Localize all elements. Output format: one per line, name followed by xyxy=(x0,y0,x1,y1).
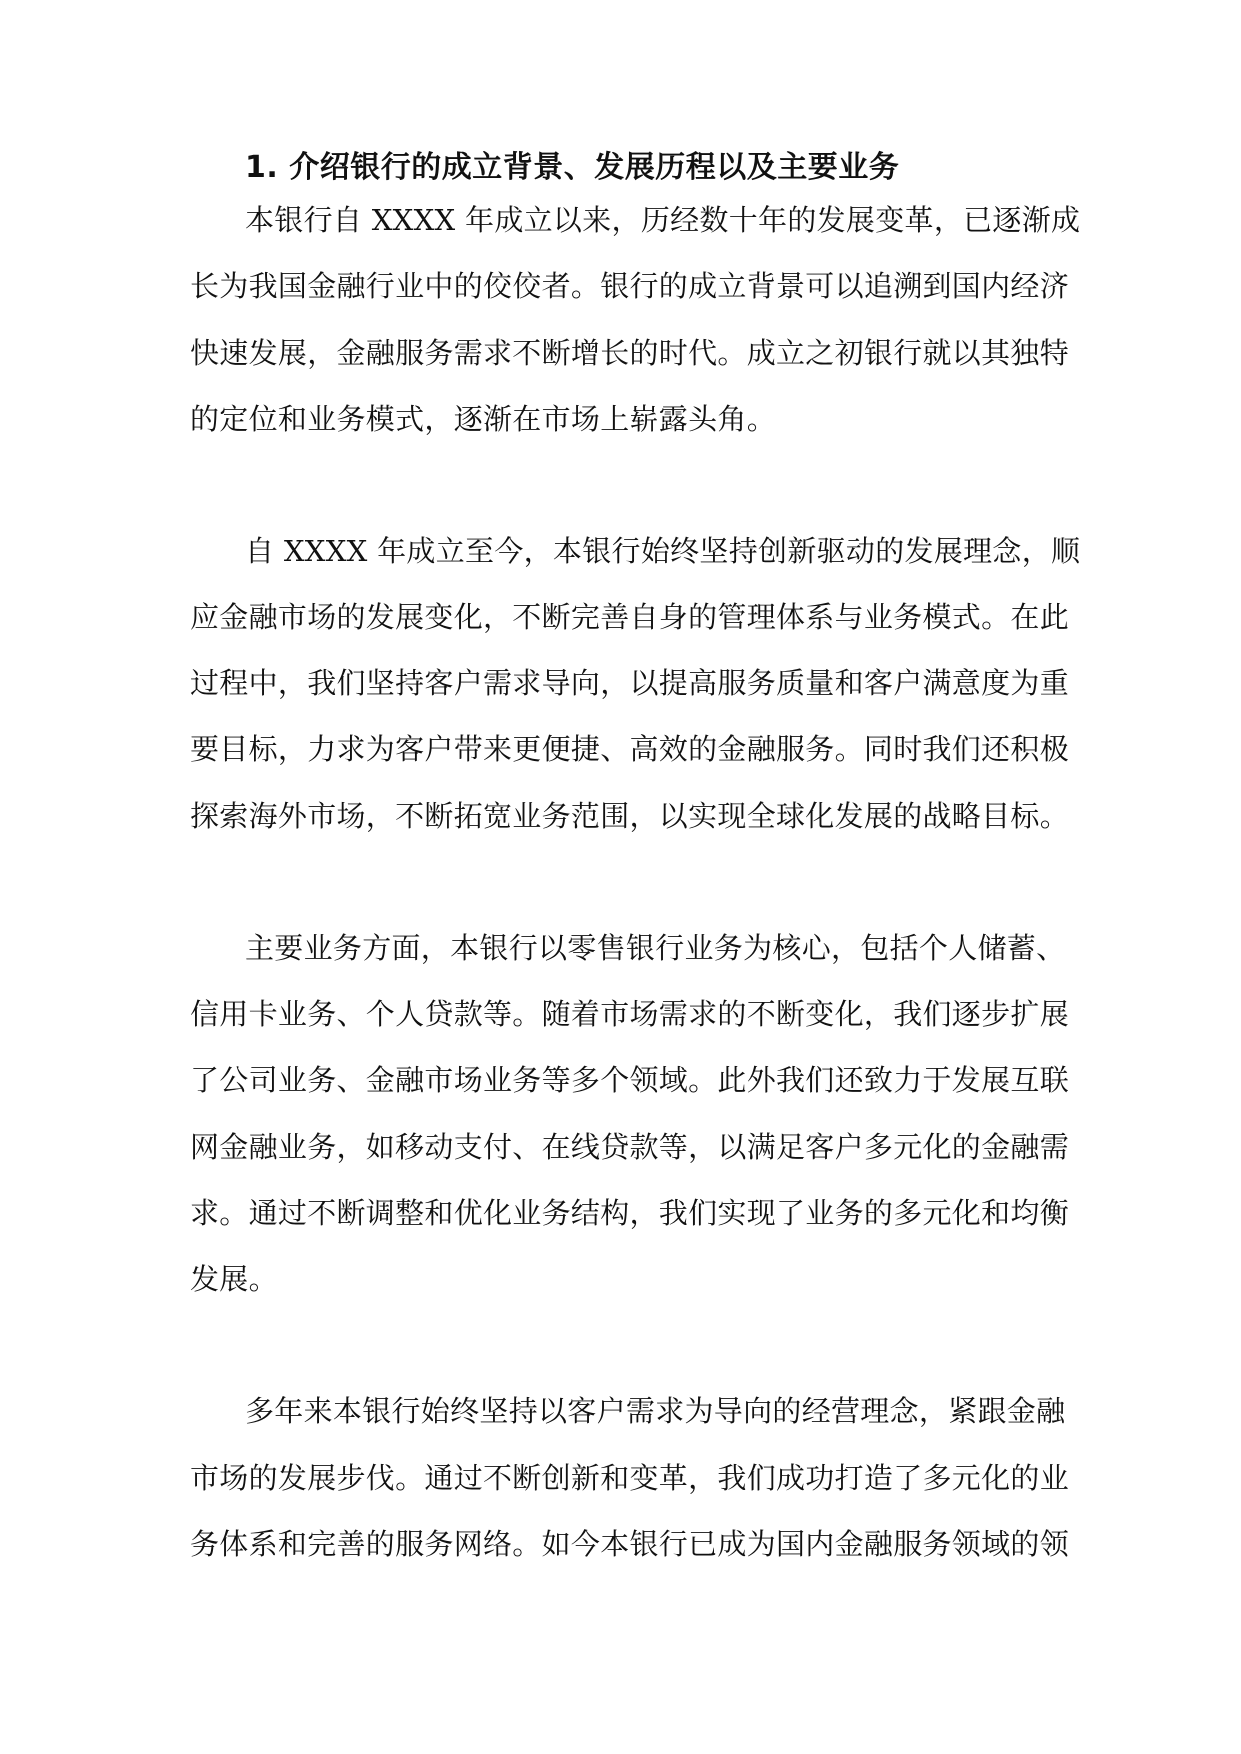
paragraph-3-line-2: 信用卡业务、个人贷款等。随着市场需求的不断变化，我们逐步扩展 xyxy=(190,997,1070,1031)
paragraph-3-line-4: 网金融业务，如移动支付、在线贷款等，以满足客户多元化的金融需 xyxy=(190,1130,1070,1164)
paragraph-1-line-1: 本银行自 XXXX 年成立以来，历经数十年的发展变革，已逐渐成 xyxy=(245,203,1081,237)
paragraph-4-line-3: 务体系和完善的服务网络。如今本银行已成为国内金融服务领域的领 xyxy=(190,1527,1070,1561)
paragraph-4-line-2: 市场的发展步伐。通过不断创新和变革，我们成功打造了多元化的业 xyxy=(190,1461,1070,1495)
paragraph-3-line-1: 主要业务方面，本银行以零售银行业务为核心，包括个人储蓄、 xyxy=(245,931,1066,965)
paragraph-1-line-2: 长为我国金融行业中的佼佼者。银行的成立背景可以追溯到国内经济 xyxy=(190,269,1070,303)
paragraph-2-line-4: 要目标，力求为客户带来更便捷、高效的金融服务。同时我们还积极 xyxy=(190,732,1070,766)
paragraph-3-line-5: 求。通过不断调整和优化业务结构，我们实现了业务的多元化和均衡 xyxy=(190,1196,1070,1230)
paragraph-2-line-5: 探索海外市场，不断拓宽业务范围，以实现全球化发展的战略目标。 xyxy=(190,799,1070,833)
paragraph-2-line-2: 应金融市场的发展变化，不断完善自身的管理体系与业务模式。在此 xyxy=(190,600,1070,634)
paragraph-4-line-1: 多年来本银行始终坚持以客户需求为导向的经营理念，紧跟金融 xyxy=(245,1394,1066,1428)
paragraph-1-line-3: 快速发展，金融服务需求不断增长的时代。成立之初银行就以其独特 xyxy=(190,336,1070,370)
paragraph-1-line-4: 的定位和业务模式，逐渐在市场上崭露头角。 xyxy=(190,402,777,436)
paragraph-3-line-3: 了公司业务、金融市场业务等多个领域。此外我们还致力于发展互联 xyxy=(190,1063,1070,1097)
paragraph-2-line-3: 过程中，我们坚持客户需求导向，以提高服务质量和客户满意度为重 xyxy=(190,666,1070,700)
paragraph-2-line-1: 自 XXXX 年成立至今，本银行始终坚持创新驱动的发展理念，顺 xyxy=(245,534,1081,568)
paragraph-3-line-6: 发展。 xyxy=(190,1262,278,1296)
section-heading: 1. 介绍银行的成立背景、发展历程以及主要业务 xyxy=(245,150,900,185)
